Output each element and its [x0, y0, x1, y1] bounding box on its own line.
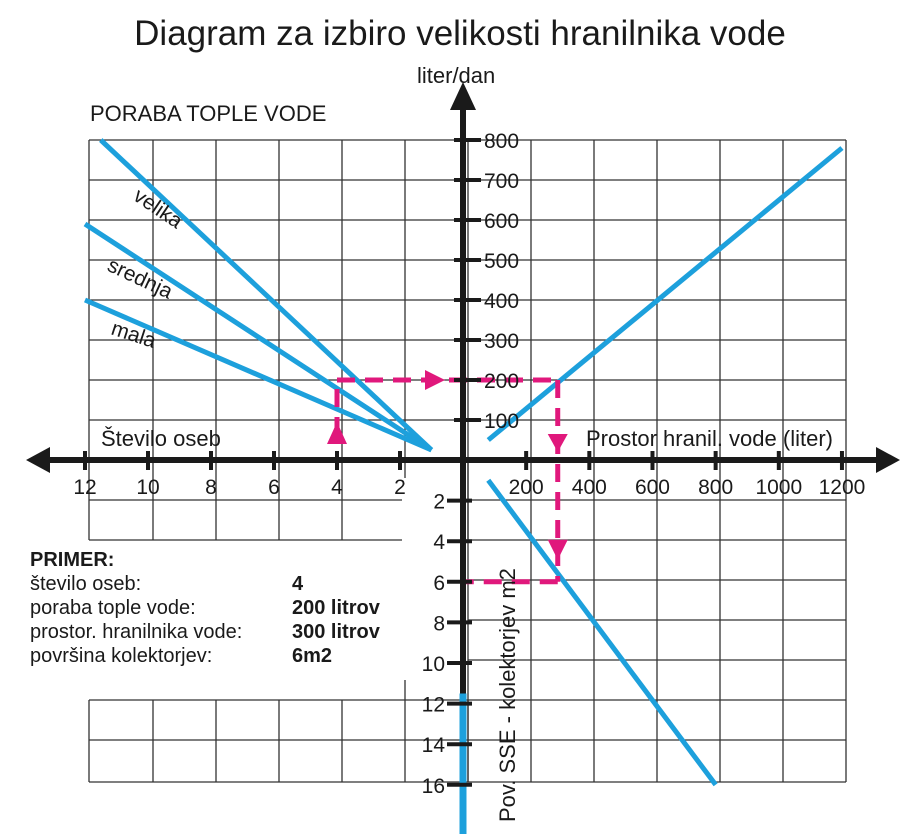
- y-tick-label: 500: [484, 250, 520, 273]
- example-label: površina kolektorjev:: [30, 645, 213, 667]
- example-label: poraba tople vode:: [30, 597, 196, 619]
- chart-title: Diagram za izbiro velikosti hranilnika vode: [134, 14, 786, 53]
- area-tick-label: 2: [433, 490, 445, 514]
- series-label-srednja: srednja: [103, 253, 177, 304]
- y-tick-label: 100: [484, 410, 520, 433]
- series-label-mala: mala: [108, 316, 159, 353]
- area-tick-label: 6: [433, 571, 445, 595]
- persons-tick-label: 10: [136, 476, 160, 499]
- example-row: [30, 620, 380, 644]
- storage-line: [488, 148, 842, 440]
- storage-tick-label: 600: [634, 476, 671, 499]
- area-tick-label: 8: [433, 612, 445, 636]
- example-label: prostor. hranilnika vode:: [30, 621, 243, 643]
- persons-tick-label: 2: [394, 476, 406, 499]
- example-value: 6m2: [292, 645, 333, 667]
- guide-arrow-right: [425, 370, 445, 390]
- area-tick-label: 14: [421, 734, 445, 758]
- example-value: 200 litrov: [292, 597, 380, 619]
- example-row: [30, 572, 380, 596]
- storage-tick-label: 1200: [818, 476, 866, 499]
- example-value: 300 litrov: [292, 621, 380, 643]
- example-heading: PRIMER:: [30, 549, 115, 571]
- consumption-axis-label: liter/dan: [417, 63, 496, 88]
- axis-gap-mask: [402, 478, 462, 680]
- y-tick-label: 700: [484, 170, 520, 193]
- y-tick-label: 200: [484, 370, 520, 393]
- collector-area-line: [488, 480, 715, 785]
- storage-tick-label: 200: [508, 476, 544, 499]
- y-tick-label: 300: [484, 330, 520, 353]
- storage-tick-label: 800: [698, 476, 734, 499]
- example-row: [30, 644, 380, 668]
- guide-arrow-down: [548, 434, 568, 452]
- area-tick-label: 16: [421, 774, 445, 798]
- guide-arrow-up: [327, 422, 347, 444]
- y-tick-label: 400: [484, 290, 520, 313]
- storage-tick-label: 400: [571, 476, 607, 499]
- area-tick-label: 4: [433, 531, 445, 555]
- storage-axis-label: Prostor hranil. vode (liter): [586, 426, 833, 451]
- series-label-velika: velika: [129, 184, 187, 234]
- persons-axis-label: Število oseb: [101, 426, 221, 451]
- persons-tick-label: 8: [205, 476, 217, 499]
- guide-arrow-down: [548, 540, 568, 560]
- example-label: število oseb:: [30, 573, 142, 595]
- y-tick-label: 600: [484, 210, 520, 233]
- storage-tick-label: 1000: [755, 476, 803, 499]
- persons-tick-label: 12: [73, 476, 97, 499]
- y-tick-label: 800: [484, 130, 520, 153]
- example-row: [30, 596, 380, 620]
- collector-area-axis-label: Pov. SSE - kolektorjev m2: [495, 568, 520, 822]
- area-tick-label: 12: [421, 693, 445, 717]
- example-box: [30, 548, 380, 668]
- persons-tick-label: 6: [268, 476, 280, 499]
- consumption-quadrant-label: PORABA TOPLE VODE: [90, 101, 327, 126]
- area-tick-label: 10: [421, 653, 445, 676]
- persons-tick-label: 4: [331, 476, 343, 499]
- example-value: 4: [292, 573, 304, 595]
- axis-arrow-right: [876, 447, 900, 473]
- axis-arrow-left: [26, 447, 50, 473]
- tick-layer: [73, 130, 865, 798]
